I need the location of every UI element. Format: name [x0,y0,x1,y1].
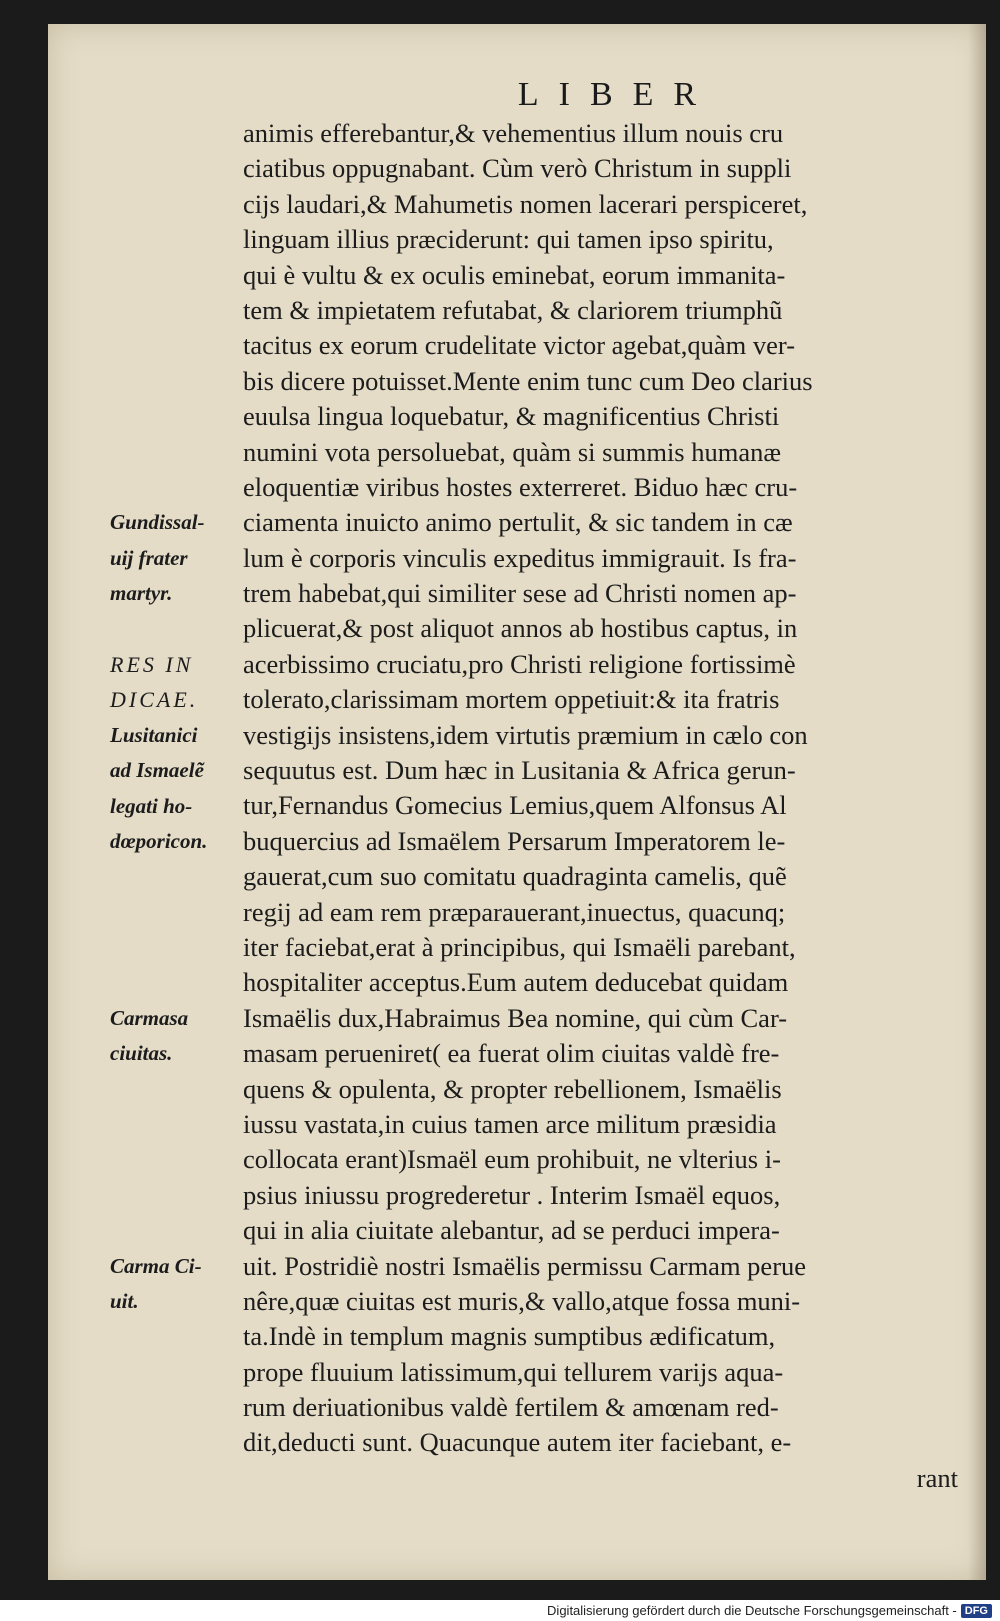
marginal-note: legati ho- [110,793,193,818]
marginal-note: ciuitas. [110,1041,173,1066]
footer-text: Digitalisierung gefördert durch die Deutsche Forschungsgemeinschaft - [547,1603,957,1618]
marginal-note: DICAE. [110,687,199,713]
text-line: acerbissimo cruciatu,pro Christi religione fortissimè [243,648,796,679]
marginal-note: Gundissal- [110,510,205,535]
marginal-note: dœporicon. [110,829,208,853]
text-line: cijs laudari,& Mahumetis nomen lacerari perspiceret, [243,188,808,219]
body-text [243,116,958,1496]
marginal-note: Carmasa [110,1006,189,1030]
text-line: prope fluuium latissimum,qui tellurem varijs aqua- [243,1356,784,1387]
marginal-note: RES IN [110,652,194,677]
text-line: ciamenta inuicto animo pertulit, & sic tandem in cæ [243,507,793,538]
text-line: ciatibus oppugnabant. Cùm verò Christum in suppli [243,153,792,184]
text-line: tolerato,clarissimam mortem oppetiuit:& ita fratris [243,684,780,715]
page-edge-shadow [968,24,986,1580]
catchword: rant [916,1462,958,1493]
marginal-note: uij frater [110,545,188,570]
text-line: vestigijs insistens,idem virtutis præmium in cælo con [243,719,808,750]
text-line: psius iniussu progrederetur . Interim Ismaël equos, [243,1179,781,1210]
text-line: eloquentiæ viribus hostes exterreret. Biduo hæc cru- [243,471,798,502]
text-line: qui è vultu & ex oculis eminebat, eorum immanita- [243,259,786,290]
text-line: hospitaliter acceptus.Eum autem deducebat quidam [243,967,789,998]
text-line: lum è corporis vinculis expeditus immigrauit. Is fra- [243,542,797,573]
text-line: regij ad eam rem præparauerant,inuectus, quacunq; [243,896,786,927]
text-line: nêre,quæ ciuitas est muris,& vallo,atque fossa muni- [243,1285,801,1316]
text-line: ta.Indè in templum magnis sumptibus ædificatum, [243,1321,776,1352]
text-line: Ismaëlis dux,Habraimus Bea nomine, qui cùm Car- [243,1002,788,1033]
text-line: plicuerat,& post aliquot annos ab hostibus captus, in [243,613,798,644]
text-line: masam perueniret( ea fuerat olim ciuitas valdè fre- [243,1038,780,1069]
marginal-note: ad Ismaelẽ [110,758,204,783]
text-line: trem habebat,qui similiter sese ad Christi nomen ap- [243,578,797,609]
text-line: tacitus ex eorum crudelitate victor agebat,quàm ver- [243,330,796,361]
marginal-note: Lusitanici [110,722,198,747]
marginal-note: uit. [110,1289,139,1314]
text-line: tur,Fernandus Gomecius Lemius,quem Alfonsus Al [243,790,787,821]
marginal-note: Carma Ci- [110,1253,202,1278]
text-line: buquercius ad Ismaëlem Persarum Imperatorem le- [243,825,786,856]
text-line: euulsa lingua loquebatur, & magnificentius Christi [243,401,780,432]
text-line: bis dicere potuisset.Mente enim tunc cum Deo clarius [243,365,813,396]
text-line: animis efferebantur,& vehementius illum nouis cru [243,118,784,148]
footer-credit [547,1603,992,1618]
marginal-note: martyr. [110,581,173,606]
text-line: gauerat,cum suo comitatu quadraginta camelis, quẽ [243,861,787,892]
text-line: linguam illius præciderunt: qui tamen ipso spiritu, [243,224,774,255]
text-line: iussu vastata,in cuius tamen arce militum præsidia [243,1108,777,1139]
running-title: LIBER [517,76,717,113]
text-line: dit,deducti sunt. Quacunque autem iter faciebant, e- [243,1427,792,1458]
text-line: sequutus est. Dum hæc in Lusitania & Africa gerun- [243,755,796,786]
text-line: uit. Postridiè nostri Ismaëlis permissu Carmam perue [243,1250,807,1281]
book-page [48,24,986,1580]
text-line: quens & opulenta, & propter rebellionem, Ismaëlis [243,1073,782,1104]
text-line: iter faciebat,erat à principibus, qui Ismaëli parebant, [243,931,796,962]
text-line: rum deriuationibus valdè fertilem & amœnam red- [243,1392,779,1423]
dfg-logo-icon: DFG [961,1604,992,1618]
text-line: tem & impietatem refutabat, & clariorem triumphũ [243,294,783,325]
text-line: qui in alia ciuitate alebantur, ad se perduci impera- [243,1215,780,1246]
text-line: numini vota persoluebat, quàm si summis humanæ [243,436,782,467]
text-line: collocata erant)Ismaël eum prohibuit, ne vlterius i- [243,1144,781,1175]
